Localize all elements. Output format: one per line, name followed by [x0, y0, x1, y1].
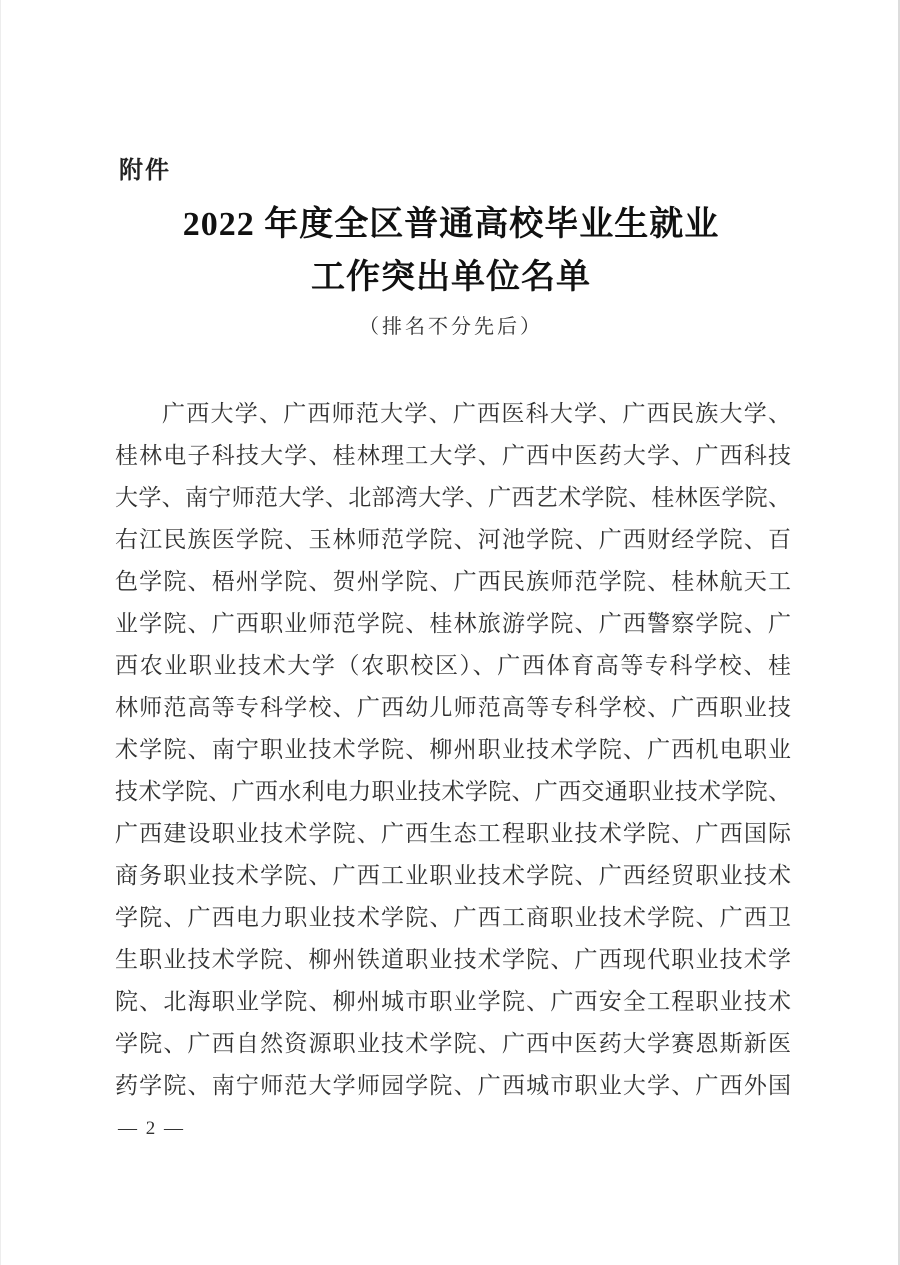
body-line: 药学院、南宁师范大学师园学院、广西城市职业大学、广西外国 — [115, 1073, 791, 1098]
document-title-line1: 2022 年度全区普通高校毕业生就业 — [182, 206, 720, 243]
page-number: — 2 — — [118, 1118, 185, 1139]
attachment-label: 附件 — [119, 157, 171, 184]
body-line: 生职业技术学院、柳州铁道职业技术学院、广西现代职业技术学 — [115, 947, 791, 972]
body-line: 商务职业技术学院、广西工业职业技术学院、广西经贸职业技术 — [115, 863, 791, 888]
body-line: 林师范高等专科学校、广西幼儿师范高等专科学校、广西职业技 — [115, 695, 791, 720]
body-line: 业学院、广西职业师范学院、桂林旅游学院、广西警察学院、广 — [115, 611, 791, 636]
document-subtitle: （排名不分先后） — [359, 316, 543, 338]
body-line: 右江民族医学院、玉林师范学院、河池学院、广西财经学院、百 — [115, 527, 791, 552]
body-line: 术学院、南宁职业技术学院、柳州职业技术学院、广西机电职业 — [115, 737, 791, 762]
body-line: 学院、广西电力职业技术学院、广西工商职业技术学院、广西卫 — [115, 905, 791, 930]
body-line: 广西建设职业技术学院、广西生态工程职业技术学院、广西国际 — [115, 821, 791, 846]
body-paragraph — [115, 393, 791, 1107]
body-line: 广西大学、广西师范大学、广西医科大学、广西民族大学、 — [162, 401, 791, 426]
body-line: 大学、南宁师范大学、北部湾大学、广西艺术学院、桂林医学院、 — [115, 485, 791, 510]
body-line: 院、北海职业学院、柳州城市职业学院、广西安全工程职业技术 — [115, 989, 791, 1014]
document-title-line2: 工作突出单位名单 — [311, 259, 591, 296]
document-title — [113, 198, 789, 304]
body-line: 西农业职业技术大学（农职校区）、广西体育高等专科学校、桂 — [115, 653, 791, 678]
body-line: 技术学院、广西水利电力职业技术学院、广西交通职业技术学院、 — [115, 779, 791, 804]
body-line: 色学院、梧州学院、贺州学院、广西民族师范学院、桂林航天工 — [115, 569, 791, 594]
body-line: 桂林电子科技大学、桂林理工大学、广西中医药大学、广西科技 — [115, 443, 791, 468]
body-line: 学院、广西自然资源职业技术学院、广西中医药大学赛恩斯新医 — [115, 1031, 791, 1056]
